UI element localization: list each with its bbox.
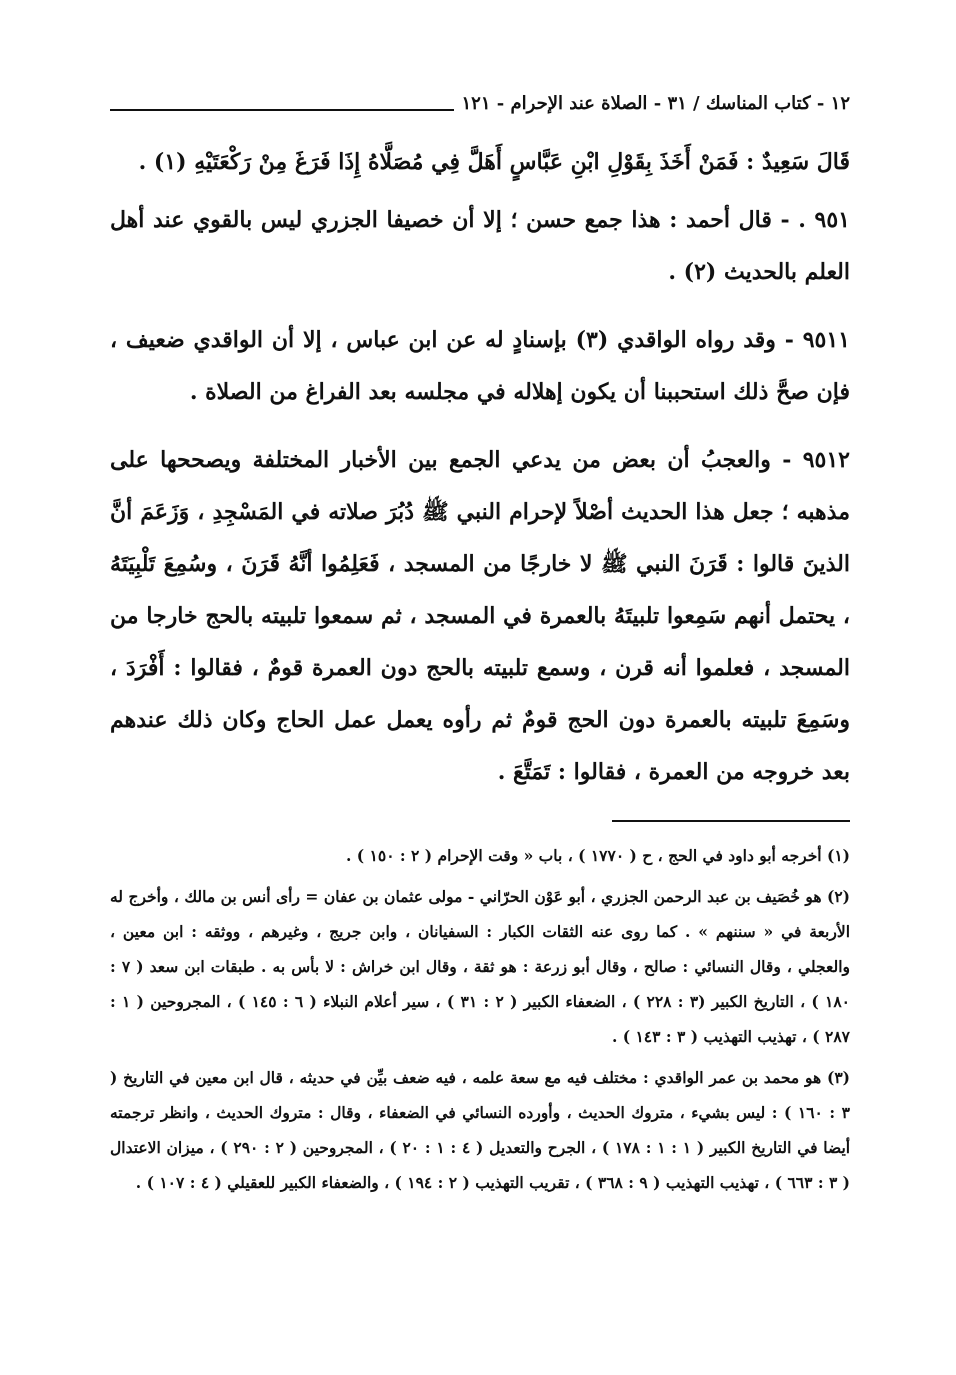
paragraph-9512: ٩٥١٢ - والعجبُ أن بعض من يدعي الجمع بين الأخبار المختلفة ويصححها على مذهبه ؛ جعل هذا الحديث أصْلاً لإحرام النبي ﷺ دُبُرَ صلاته في المَسْجِدِ ، وَزَعَمَ أنَّ الذينَ قالوا : قَرَنَ النبي ﷺ لا خارجًا من المسجد ، فَعَلِمُوا أنَّهُ قَرَنَ ، وسُمِعَ تَلْبِيَتَهُ ، يحتمل أنهم سَمِعوا تلبيتَهُ بالعمرة في المسجد ، ثم سمعوا تلبيته بالحج خارجا من المسجد ، فعلموا أنه قرن ، وسمع تلبيته بالحج دون العمرة قومٌ ، فقالوا : أَفْرَدَ ، وسَمِعَ تلبيته بالعمرة دون الحج قومٌ ثم رأوه يعمل عمل الحاج وكان ذلك عندهم بعد خروجه من العمرة ، فقالوا : تَمَتَّعَ . bbox=[110, 447, 850, 785]
footnote-3: (٣) هو محمد بن عمر الواقدي : مختلف فيه مع سعة علمه ، فيه ضعف بيِّن في حديثه ، قال ابن معين في التاريخ ( ٣ : ١٦٠ ) : ليس بشيء ، متروك الحديث ، وأورده النسائي في الضعفاء ، وقال : متروك الحديث ، وانظر ترجمته أيضا في التاريخ الكبير ( ١ : ١ : ١٧٨ ) ، الجرح والتعديل ( ٤ : ١ : ٢٠ ) ، المجروحين ( ٢ : ٢٩٠ ) ، ميزان الاعتدال ( ٣ : ٦٦٣ ) ، تهذيب التهذيب ( ٩ : ٣٦٨ ) ، تقريب التهذيب ( ٢ : ١٩٤ ) ، والضعفاء الكبير للعقيلي ( ٤ : ١٠٧ ) . bbox=[110, 1068, 851, 1192]
header-rule bbox=[110, 109, 454, 111]
paragraph-9511: ٩٥١١ - وقد رواه الواقدي (٣) بإسنادٍ له عن ابن عباس ، إلا أن الواقدي ضعيف ، فإن صحَّ ذلك استحببنا أن يكون إهلاله في مجلسه بعد الفراغ من الصلاة . bbox=[110, 327, 850, 405]
main-text bbox=[110, 136, 850, 814]
footnote-1: (١) أخرجه أبو داود في الحج ، ح ( ١٧٧٠ ) ، باب « وقت الإحرام ( ٢ : ١٥٠ ) . bbox=[346, 846, 850, 865]
footnotes bbox=[110, 838, 850, 1206]
footnote-separator bbox=[612, 820, 850, 822]
running-title: ١٢ - كتاب المناسك / ٣١ - الصلاة عند الإحرام - ١٢١ bbox=[461, 92, 850, 114]
footnote-2: (٢) هو خُصَيف بن عبد الرحمن الجزري ، أبو عَوْن الحرّاني - مولى عثمان بن عفان = رأى أنس بن مالك ، وأخرج له الأربعة في « سننهم » . كما روى عنه الثقات الكبار : السفيانان ، وابن جريج ، وغيرهم ، ووثقه : ابن معين ، والعجلي ، وقال النسائي : صالح ، وقال أبو زرعة : هو ثقة ، وقال ابن خراش : لا بأس به . طبقات ابن سعد ( ٧ : ١٨٠ ) ، التاريخ الكبير (٣ : ٢٢٨ ) ، الضعفاء الكبير ( ٢ : ٣١ ) ، سير أعلام النبلاء ( ٦ : ١٤٥ ) ، المجروحين ( ١ : ٢٨٧ ) ، تهذيب التهذيب ( ٣ : ١٤٣ ) . bbox=[110, 887, 851, 1046]
running-header bbox=[110, 86, 850, 120]
paragraph-951: ٩٥١ . - قال أحمد : هذا جمع حسن ؛ إلا أن خصيفا الجزري ليس بالقوي عند أهل العلم بالحديث (٢) . bbox=[110, 207, 850, 285]
paragraph-quote-said: قَالَ سَعِيدٌ : فَمَنْ أَخَذَ بِقَوْلِ ابْنِ عَبَّاسٍ أَهَلَّ فِي مُصَلَّاهُ إِذَا فَرَغَ مِنْ رَكْعَتَيْهِ (١) . bbox=[138, 149, 850, 175]
